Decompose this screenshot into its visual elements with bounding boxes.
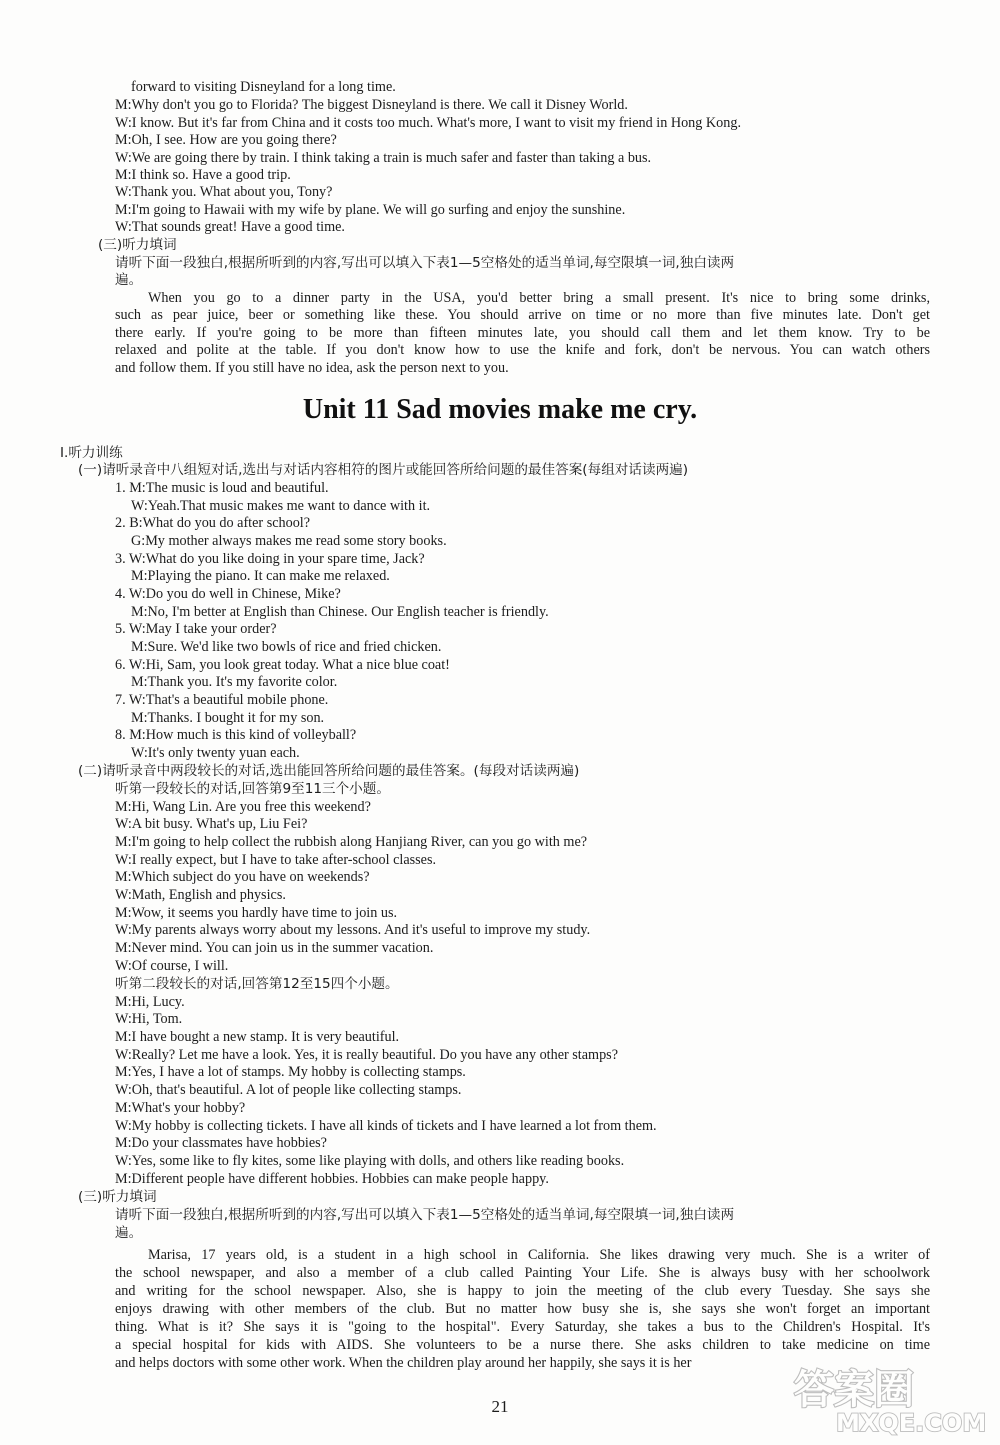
dialogue-line: 7. W:That's a beautiful mobile phone. (115, 692, 329, 708)
dialogue-line: W:Yeah.That music makes me want to dance with it. (131, 498, 431, 514)
dialogue-line: M:Do your classmates have hobbies? (115, 1135, 327, 1151)
watermark-url: MXQE.COM (836, 1409, 986, 1437)
dialogue-line: W:My hobby is collecting tickets. I have all kinds of tickets and I have learned a lot from them. (115, 1118, 657, 1134)
dialogue-line: M:Sure. We'd like two bowls of rice and fried chicken. (131, 639, 442, 655)
dialogue-line: M:I think so. Have a good trip. (115, 167, 291, 183)
monologue-line: thing. What is it? She says it is "going to the hospital". Every Saturday, she takes a bus to the Children's Hospital. It's (115, 1319, 930, 1335)
monologue-line: and follow them. If you still have no idea, ask the person next to you. (115, 360, 509, 376)
dialogue-line: M:Yes, I have a lot of stamps. My hobby is collecting stamps. (115, 1064, 466, 1080)
dialogue-line: M:Why don't you go to Florida? The biggest Disneyland is there. We call it Disney World. (115, 97, 628, 113)
monologue-line: relaxed and polite at the table. If you don't know how to use the knife and fork, don't be nervous. You can watch others (115, 342, 930, 358)
dialogue-line: M:Thank you. It's my favorite color. (131, 674, 338, 690)
monologue-line: such as pear juice, beer or something like these. You should arrive on time or no more than five minutes late. Don't get (115, 307, 930, 323)
dialogue-line: M:Hi, Lucy. (115, 994, 185, 1010)
dialogue-line: M:I'm going to Hawaii with my wife by plane. We will go surfing and enjoy the sunshine. (115, 202, 626, 218)
dialogue-line: M:Wow, it seems you hardly have time to join us. (115, 905, 398, 921)
dialogue-line: 8. M:How much is this kind of volleyball? (115, 727, 357, 743)
instruction-text: 请听下面一段独白,根据所听到的内容,写出可以填入下表1—5空格处的适当单词,每空限填一词,独白读两 (115, 1207, 735, 1223)
dialogue-line: M:What's your hobby? (115, 1100, 246, 1116)
instruction-text: 请听下面一段独白,根据所听到的内容,写出可以填入下表1—5空格处的适当单词,每空限填一词,独白读两 (115, 255, 735, 271)
monologue-line: When you go to a dinner party in the USA, you'd better bring a small present. It's nice to bring some drinks, (148, 290, 930, 306)
dialogue-line: W:I really expect, but I have to take after-school classes. (115, 852, 437, 868)
dialogue-line: 4. W:Do you do well in Chinese, Mike? (115, 586, 341, 602)
section-heading: (三)听力填词 (78, 1189, 157, 1205)
dialogue-line: W:It's only twenty yuan each. (131, 745, 300, 761)
dialogue-line: W:That sounds great! Have a good time. (115, 219, 345, 235)
dialogue-line: W:Oh, that's beautiful. A lot of people like collecting stamps. (115, 1082, 462, 1098)
dialogue-line: 5. W:May I take your order? (115, 621, 277, 637)
unit-title: Unit 11 Sad movies make me cry. (302, 394, 698, 425)
dialogue-line: W:Math, English and physics. (115, 887, 286, 903)
watermark-logo-icon (776, 1359, 986, 1439)
dialogue-line: M:Thanks. I bought it for my son. (131, 710, 325, 726)
page-number: 21 (491, 1397, 509, 1416)
dialogue-line: W:Of course, I will. (115, 958, 229, 974)
dialogue-line: W:We are going there by train. I think taking a train is much safer and faster than taking a bus. (115, 150, 652, 166)
dialogue-line: M:I'm going to help collect the rubbish along Hanjiang River, can you go with me? (115, 834, 588, 850)
dialogue-line: W:Yes, some like to fly kites, some like playing with dolls, and others like reading books. (115, 1153, 625, 1169)
dialogue-line: 2. B:What do you do after school? (115, 515, 311, 531)
dialogue-line: M:Oh, I see. How are you going there? (115, 132, 337, 148)
dialogue-line: M:No, I'm better at English than Chinese. Our English teacher is friendly. (131, 604, 549, 620)
monologue-line: Marisa, 17 years old, is a student in a high school in California. She likes drawing very much. She is a writer of (148, 1247, 930, 1263)
instruction-text: 遍。 (115, 1225, 143, 1241)
dialogue-line: W:Thank you. What about you, Tony? (115, 184, 333, 200)
dialogue-line: forward to visiting Disneyland for a long time. (131, 79, 396, 95)
monologue-line: enjoys drawing with other members of the club. But no matter how busy she is, she says she won't forget an important (115, 1301, 930, 1317)
dialogue-line: M:Playing the piano. It can make me relaxed. (131, 568, 390, 584)
dialogue-line: M:Different people have different hobbies. Hobbies can make people happy. (115, 1171, 549, 1187)
dialogue-line: W:My parents always worry about my lessons. And it's useful to improve my study. (115, 922, 591, 938)
dialogue-line: 3. W:What do you like doing in your spare time, Jack? (115, 551, 425, 567)
monologue-line: the school newspaper, and also a member of a club called Painting Your Life. She is always busy with her schoolwork (115, 1265, 930, 1281)
dialogue-line: G:My mother always makes me read some story books. (131, 533, 447, 549)
dialogue-line: W:Really? Let me have a look. Yes, it is really beautiful. Do you have any other stamps? (115, 1047, 618, 1063)
monologue-line: and writing for the school newspaper. Also, she is happy to join the meeting of the club every Tuesday. She says she (115, 1283, 930, 1299)
dialogue-line: W:I know. But it's far from China and it costs too much. What's more, I want to visit my friend in Hong Kong. (115, 115, 741, 131)
conversation-intro: 听第一段较长的对话,回答第9至11三个小题。 (115, 781, 390, 797)
dialogue-line: M:Never mind. You can join us in the summer vacation. (115, 940, 434, 956)
section-heading: (三)听力填词 (98, 237, 177, 253)
part-heading: Ⅰ.听力训练 (60, 445, 123, 461)
dialogue-line: M:I have bought a new stamp. It is very beautiful. (115, 1029, 400, 1045)
dialogue-line: 1. M:The music is loud and beautiful. (115, 480, 329, 496)
conversation-intro: 听第二段较长的对话,回答第12至15四个小题。 (115, 976, 399, 992)
dialogue-line: W:A bit busy. What's up, Liu Fei? (115, 816, 308, 832)
dialogue-line: M:Hi, Wang Lin. Are you free this weekend? (115, 799, 371, 815)
instruction-text: 遍。 (115, 272, 143, 288)
dialogue-line: M:Which subject do you have on weekends? (115, 869, 370, 885)
dialogue-line: 6. W:Hi, Sam, you look great today. What a nice blue coat! (115, 657, 450, 673)
monologue-line: a special hospital for kids with AIDS. She volunteers to be a nurse there. She asks children to take medicine on time (115, 1337, 930, 1353)
section-heading: (一)请听录音中八组短对话,选出与对话内容相符的图片或能回答所给问题的最佳答案(每组对话读两遍) (78, 462, 689, 478)
watermark-main: 答案圈 (794, 1367, 914, 1413)
section-heading: (二)请听录音中两段较长的对话,选出能回答所给问题的最佳答案。(每段对话读两遍) (78, 763, 580, 779)
watermark (776, 1359, 986, 1439)
monologue-line: there early. If you're going to be more than fifteen minutes late, you should call them and let them know. Try to be (115, 325, 930, 341)
monologue-line: and helps doctors with some other work. When the children play around her happily, she says it is her (115, 1355, 692, 1371)
dialogue-line: W:Hi, Tom. (115, 1011, 183, 1027)
